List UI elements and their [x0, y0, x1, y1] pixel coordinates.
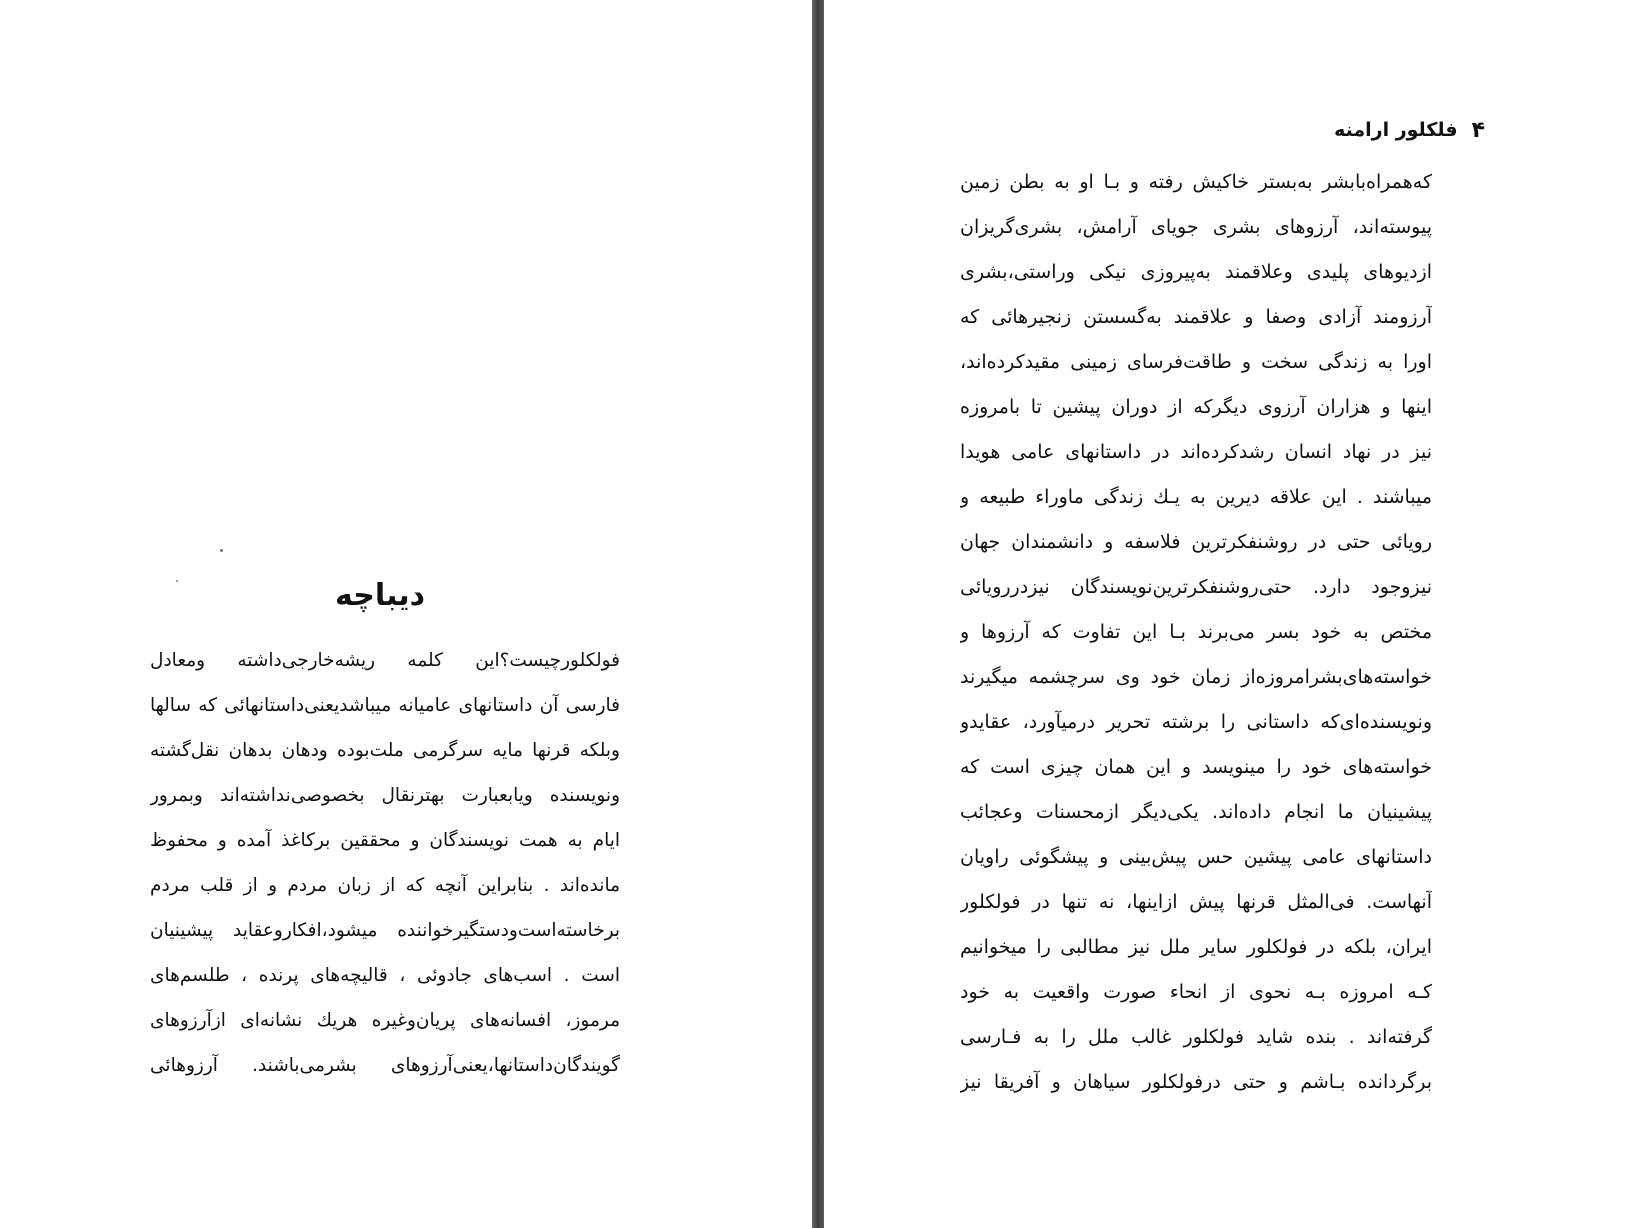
left-page — [0, 0, 812, 1228]
body-text — [960, 160, 1432, 1105]
text-line: گرفته‌اند . بنده شاید فولکلور غالب ملل را به فـارسی — [960, 1026, 1432, 1048]
paper-speck — [220, 549, 223, 552]
text-line: رویائی حتی در روشنفکرترین فلاسفه و دانشمندان جهان — [960, 531, 1432, 553]
text-line: مانده‌اند . بنابراین آنچه که از زبان مردم و از قلب مردم — [150, 875, 620, 896]
running-title: فلکلور ارامنه — [1334, 119, 1458, 141]
text-line: برخاسته‌است‌ودستگیرخواننده میشود،افکاروعقاید پیشینیان — [150, 920, 620, 941]
text-line: آنهاست. فی‌المثل قرنها پیش ازاینها، نه تنها در فولکلور — [960, 891, 1432, 913]
text-line: نیز در نهاد انسان رشدکرده‌اند در داستانهای عامی هویدا — [960, 441, 1432, 463]
paper-speck — [176, 580, 178, 582]
page-number: ۴ — [1471, 117, 1485, 143]
text-line: ایام به همت نویسندگان و محققین برکاغذ آمده و محفوظ — [150, 830, 620, 851]
text-line: خواسته‌های خود را مینویسد و این همان چیزی است که — [960, 756, 1432, 778]
text-line: داستانهای عامی پیشین حس پیش‌بینی و پیشگوئی راویان — [960, 846, 1432, 868]
preface-title: دیباچه — [335, 578, 425, 613]
text-line: کـه امروزه بـه نحوی از انحاء صورت واقعیت به خود — [960, 981, 1432, 1003]
text-line: پیشینیان ما انجام داده‌اند. یکی‌دیگر ازمحسنات وعجائب — [960, 801, 1432, 823]
text-line: ایران، بلکه در فولکلور سایر ملل نیز مطالبی را میخوانیم — [960, 936, 1432, 958]
text-line: ازدیوهای پلیدی وعلاقمند به‌پیروزی نیکی وراستی،بشری — [960, 261, 1432, 283]
text-line: اورا به زندگی سخت و طاقت‌فرسای زمینی مقیدکرده‌اند، — [960, 351, 1432, 373]
text-line: برگردانده بـاشم و حتی درفولکلور سیاهان و آفریقا نیز — [960, 1071, 1432, 1093]
text-line: که‌همراه‌بابشر به‌بستر خاکیش رفته و بـا او به بطن زمین — [960, 171, 1432, 193]
preface-text — [150, 638, 620, 1088]
text-line: فارسی آن داستانهای عامیانه میباشدیعنی‌داستانهائی که سالها — [150, 695, 620, 716]
text-line: آرزومند آزادی وصفا و علاقمند به‌گسستن زنجیرهائی که — [960, 306, 1432, 328]
text-line: خواسته‌های‌بشرامروزه‌از زمان خود وی سرچشمه میگیرند — [960, 666, 1432, 688]
text-line: گویندگان‌داستانها،یعنی‌آرزوهای بشرمی‌باشند. آرزوهائی — [150, 1055, 620, 1076]
text-line: مرموز، افسانه‌های پریان‌وغیره هریك نشانه‌ای ازآرزوهای — [150, 1010, 620, 1031]
text-line: پیوسته‌اند، آرزوهای بشری جویای آرامش، بشری‌گریزان — [960, 216, 1432, 238]
text-line: نیزوجود دارد. حتی‌روشنفکرترین‌نویسندگان نیزدررویائی — [960, 576, 1432, 598]
text-line: مختص به خود بسر می‌برند بـا این تفاوت که آرزوها و — [960, 621, 1432, 643]
book-spine — [812, 0, 824, 1228]
text-line: ونویسنده ویابعبارت بهترنقال بخصوصی‌نداشته‌اند وبمرور — [150, 785, 620, 806]
running-head — [1320, 112, 1485, 148]
text-line: ونویسنده‌ای‌که داستانی را برشته تحریر درمیآورد، عقایدو — [960, 711, 1432, 733]
text-line: است . اسب‌های جادوئی ، قالیچه‌های پرنده ، طلسم‌های — [150, 965, 620, 986]
text-line: فولکلورچیست؟این کلمه ریشه‌خارجی‌داشته ومعادل — [150, 650, 620, 671]
text-line: اینها و هزاران آرزوی دیگرکه از دوران پیشین تا بامروزه — [960, 396, 1432, 418]
text-line: میباشند . این علاقه دیرین به یـك زندگی ماوراء طبیعه و — [960, 486, 1432, 508]
text-line: وبلکه قرنها مایه سرگرمی ملت‌بوده ودهان بدهان نقل‌گشته — [150, 740, 620, 761]
